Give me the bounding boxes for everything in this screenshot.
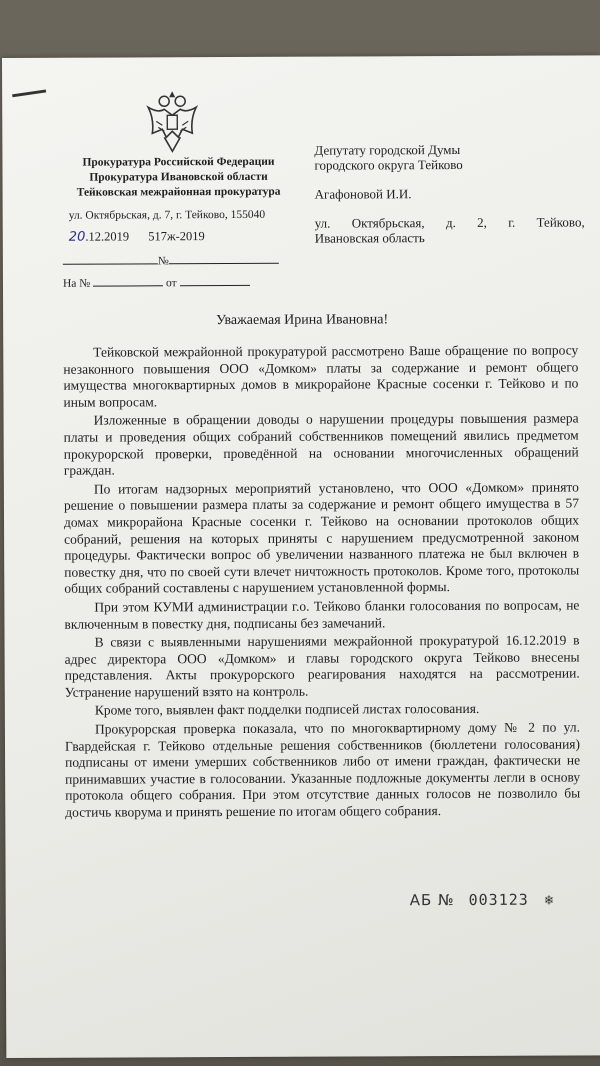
pen-mark [12, 89, 46, 97]
registration-line [69, 229, 205, 245]
serial-series: АБ № [409, 891, 455, 910]
letter-sheet [2, 55, 600, 1058]
letter-body [63, 342, 580, 823]
paragraph: В связи с выявленными нарушениями межрайонной прокуратурой 16.12.2019 в адрес директора ООО «Домком» и главы городского округа Тейково внесены представления. Акты прокурорского реагирования находятся на рассмотрении. Устранение нарушений взято на контроль. [64, 632, 580, 700]
serial-number: 003123 [468, 890, 529, 909]
sender-address: ул. Октябрьская, д. 7, г. Тейково, 155040 [68, 208, 266, 222]
form-serial-number [410, 891, 555, 910]
blank-line [169, 253, 279, 264]
paragraph: Тейковской межрайонной прокуратурой рассмотрено Ваше обращение по вопросу незаконного повышения ООО «Домком» платы за содержание и ремонт общего имущества многоквартирных домов в микрорайоне Красные сосенки г. Тейково и по иным вопросам. [63, 342, 579, 410]
handwritten-date-day: 20 [68, 229, 86, 245]
recipient-address-line-2: Ивановская область [314, 230, 425, 246]
sender-line-3: Тейковская межрайонная прокуратура [76, 185, 281, 199]
sender-line-2: Прокуратура Ивановской области [89, 170, 268, 184]
greeting: Уважаемая Ирина Ивановна! [216, 312, 389, 329]
reference-line [63, 275, 250, 290]
snowflake-icon: ❄ [544, 892, 555, 909]
paragraph: Кроме того, выявлен факт подделки подписей листах голосования. [94, 701, 480, 719]
sender-line-1: Прокуратура Российской Федерации [82, 155, 275, 169]
recipient-line-1: Депутату городской Думы [314, 142, 461, 158]
paragraph: По итогам надзорных мероприятий установлено, что ООО «Домком» принято решение о повышении размера платы за содержание и ремонт общего имущества в 57 домах микрорайона Красные сосенки г. Тейково на основании протоколов общих собраний, решения на которых приняты с нарушением предусмотренной законом процедуры. Фактически вопрос об увеличении названного платежа не был включен в повестку дня, что по своей сути влечет ничтожность протоколов. Кроме того, протоколы общих собраний составлены с нарушением установленной формы. [63, 479, 580, 597]
recipient-address-line-1: ул. Октябрьская, д. 2, г. Тейково, [314, 214, 585, 231]
number-line [63, 253, 279, 268]
on-label: На № [62, 277, 91, 290]
recipient-name: Агафоновой И.И. [314, 186, 412, 202]
blank-line [179, 275, 249, 286]
date-rest: .12.2019 [85, 229, 130, 244]
blank-line [93, 275, 163, 286]
from-label: от [165, 277, 177, 290]
paragraph: Прокурорская проверка показала, что по многоквартирному дому № 2 по ул. Гвардейская г. Тейково отдельные решения собственников (бюллетени голосования) подписаны от имени умерших собственников либо от имени граждан, фактически не принимавших участие в голосовании. Указанные подложные документы легли в основу протокола общего собрания. При этом отсутствие данных голосов не позволило бы достичь кворума и принять решение по итогам общего собрания. [64, 719, 581, 820]
recipient-block [314, 141, 584, 245]
recipient-line-2: городского округа Тейково [314, 156, 463, 173]
blank-line [63, 253, 158, 264]
outgoing-number: 517ж-2019 [148, 229, 205, 244]
sender-block [58, 155, 298, 201]
paragraph: Изложенные в обращении доводы о нарушении процедуры повышения размера платы и проведения общих собраний собственников помещений явились предметом прокурорской проверки, проведённой на основании многочисленных обращений граждан. [63, 410, 579, 478]
number-label: № [157, 255, 169, 268]
paragraph: При этом КУМИ администрации г.о. Тейково бланки голосования по вопросам, не включенным в повестку дня, подписаны без замечаний. [64, 597, 580, 632]
coat-of-arms-icon [142, 85, 202, 157]
